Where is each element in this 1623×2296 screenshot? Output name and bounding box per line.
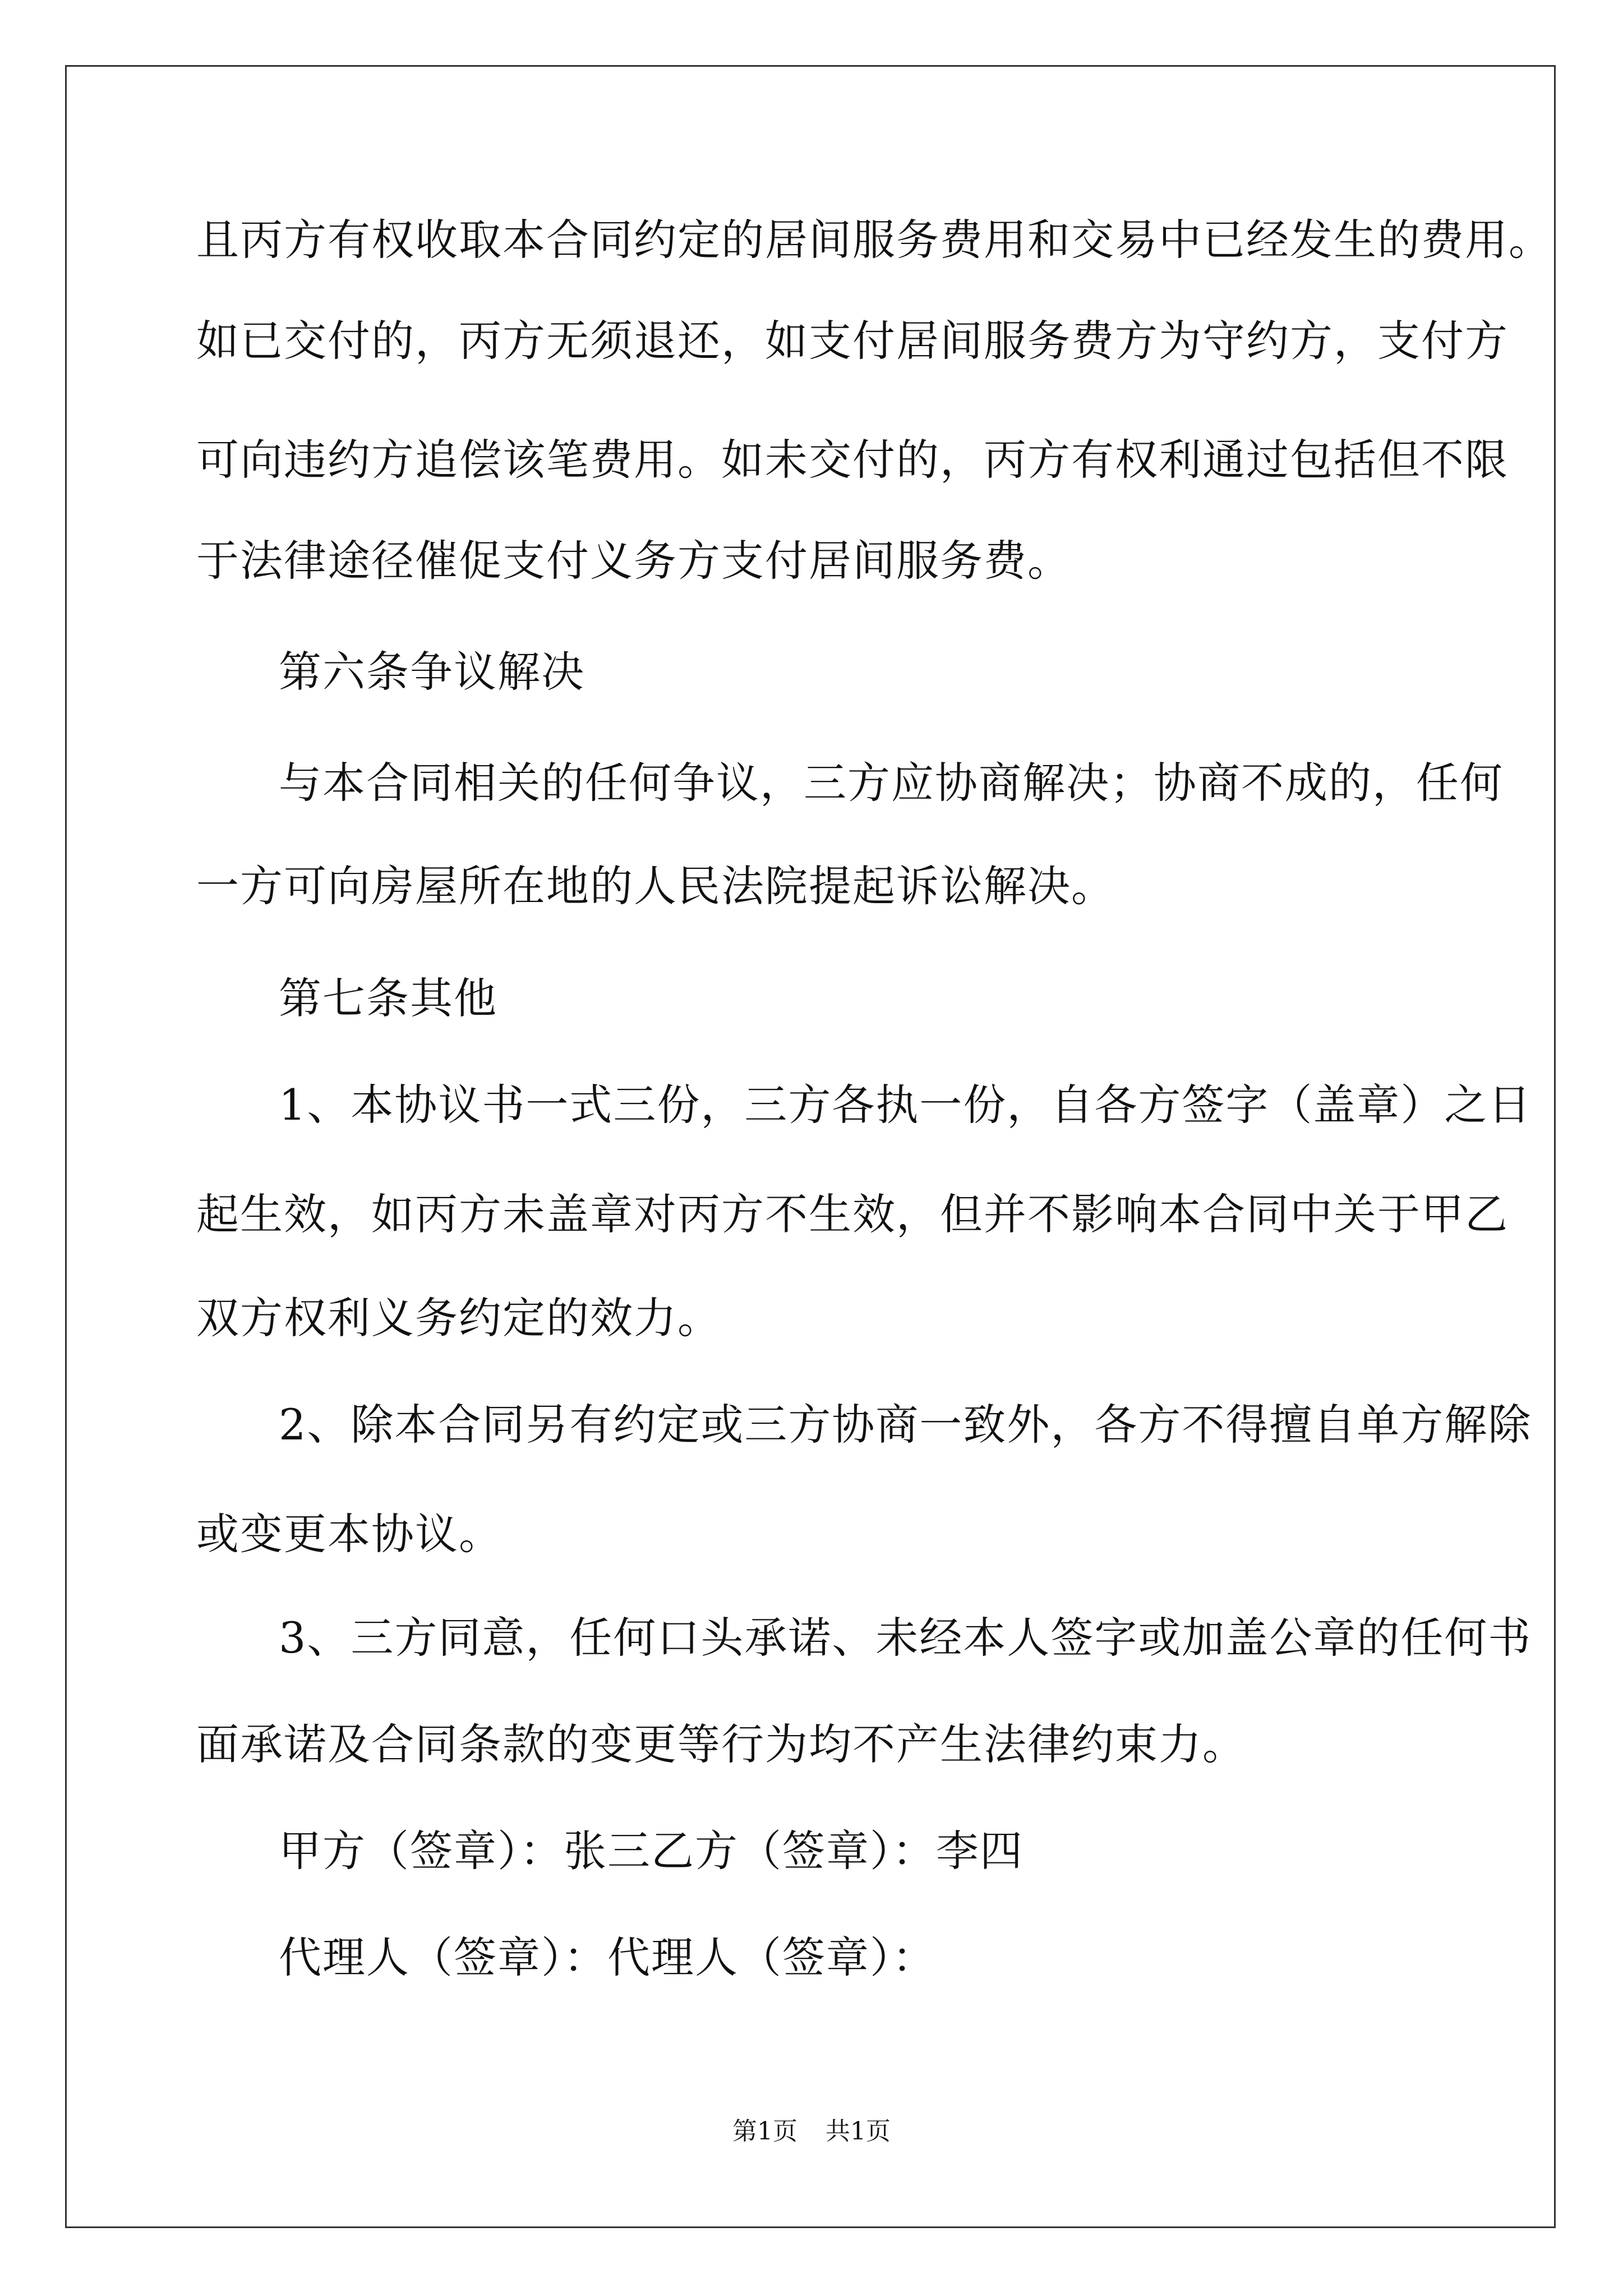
body-line-2: 如已交付的，丙方无须退还，如支付居间服务费方为守约方，支付方 [196,316,1509,366]
clause-3-line-2: 面承诺及合同条款的变更等行为均不产生法律约束力。 [196,1719,1246,1769]
body-line-6: 与本合同相关的任何争议，三方应协商解决；协商不成的，任何 [279,758,1504,808]
page-border [65,65,1556,2228]
body-line-7: 一方可向房屋所在地的人民法院提起诉讼解决。 [196,861,1115,911]
page-number-total: 共1页 [826,2117,891,2146]
clause-1-line-1: 1、本协议书一式三份，三方各执一份，自各方签字（盖章）之日 [279,1080,1532,1130]
clause-1-line-3: 双方权利义务约定的效力。 [196,1293,721,1343]
body-line-1: 且丙方有权收取本合同约定的居间服务费用和交易中已经发生的费用。 [196,215,1552,265]
page-footer [0,2115,1623,2148]
body-line-3: 可向违约方追偿该笔费用。如未交付的，丙方有权利通过包括但不限 [196,435,1509,485]
clause-2-line-2: 或变更本协议。 [196,1509,502,1559]
clause-3-line-1: 3、三方同意，任何口头承诺、未经本人签字或加盖公章的任何书 [279,1613,1532,1663]
signature-line-agents: 代理人（签章）：代理人（签章）： [279,1932,936,1982]
clause-2-line-1: 2、除本合同另有约定或三方协商一致外，各方不得擅自单方解除 [279,1400,1532,1450]
section-heading-6: 第六条争议解决 [279,647,585,697]
clause-1-line-2: 起生效，如丙方未盖章对丙方不生效，但并不影响本合同中关于甲乙 [196,1189,1509,1239]
body-line-4: 于法律途径催促支付义务方支付居间服务费。 [196,536,1071,586]
section-heading-7: 第七条其他 [279,973,497,1023]
page-number-current: 第1页 [732,2117,797,2146]
signature-line-parties: 甲方（签章）：张三乙方（签章）：李四 [279,1826,1023,1876]
